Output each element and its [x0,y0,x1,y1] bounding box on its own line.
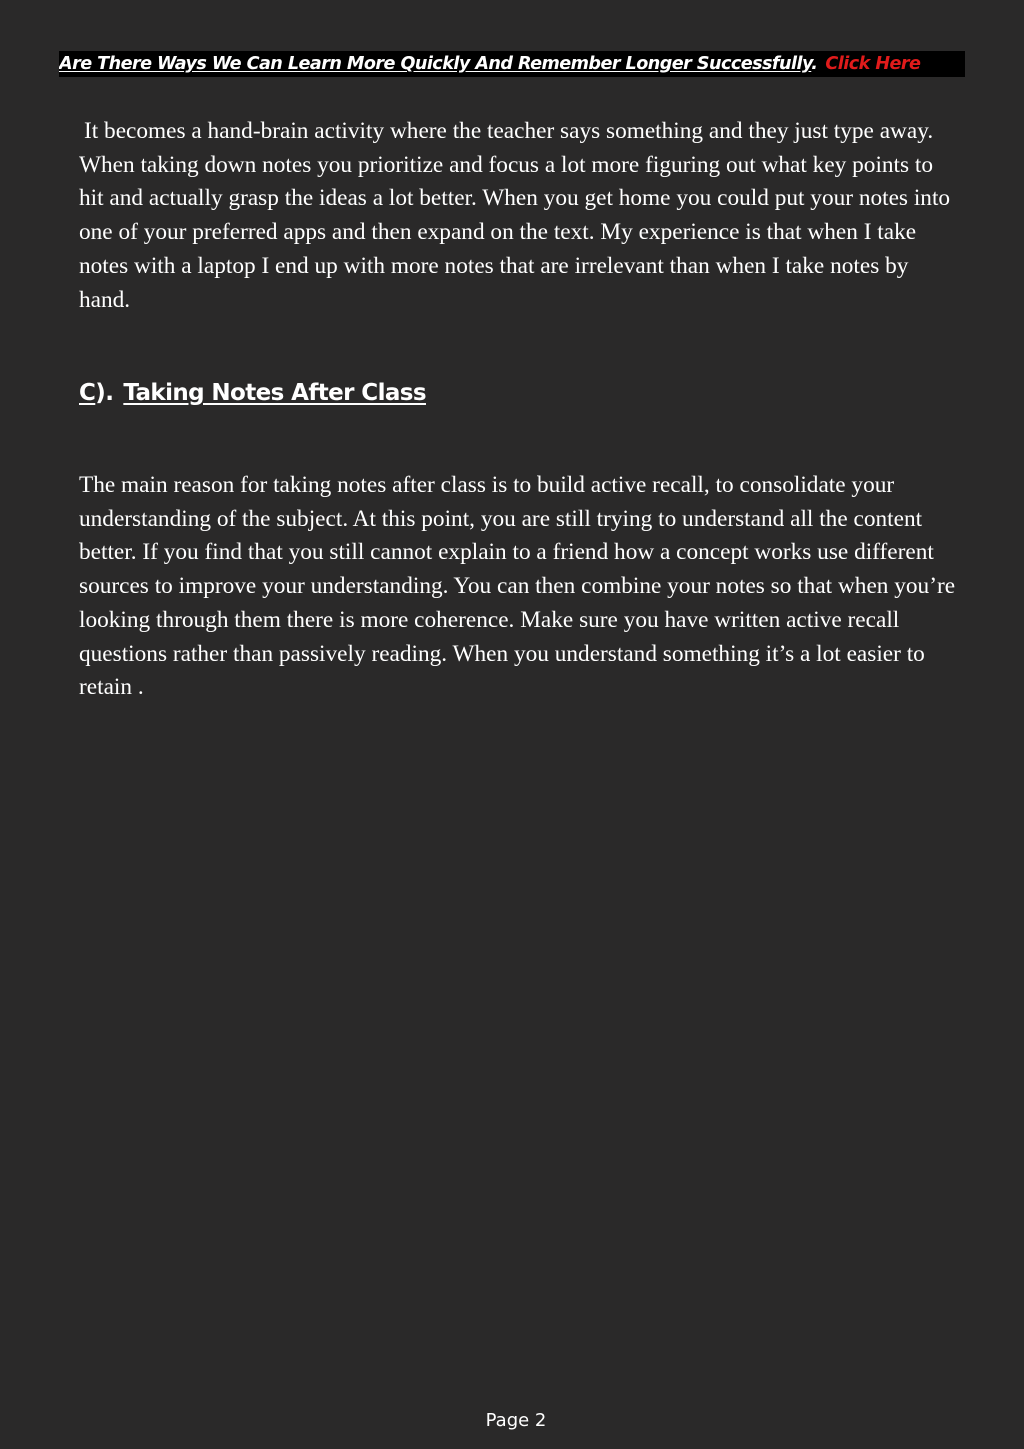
section-letter: C [79,380,96,406]
section-heading [79,377,426,409]
page-number: Page 2 [485,1410,547,1431]
section-punct: ). [95,380,114,406]
after-class-paragraph: The main reason for taking notes after class is to build active recall, to consolidate your understanding of the subject. At this point, you are still trying to understand all the content better. If you find that you still cannot explain to a friend how a concept works use different sources to improve your understanding. You can then combine your notes so that when you’re looking through them there is more coherence. Make sure you have written active recall questions rather than passively reading. When you understand something it’s a lot easier to retain . [79,472,956,701]
click-here-link[interactable]: Click Here [825,54,921,74]
header-banner [59,51,965,77]
header-link[interactable]: Are There Ways We Can Learn More Quickly And Remember Longer Successfully [59,54,812,74]
intro-paragraph: It becomes a hand-brain activity where the teacher says something and they just type away. When taking down notes you prioritize and focus a lot more figuring out what key points to hit and actually grasp the ideas a lot better. When you get home you could put your notes into one of your preferred apps and then expand on the text. My experience is that when I take notes with a laptop I end up with more notes that are irrelevant than when I take notes by hand. [79,118,951,313]
section-title: Taking Notes After Class [123,380,426,406]
header-separator: . [811,54,818,74]
